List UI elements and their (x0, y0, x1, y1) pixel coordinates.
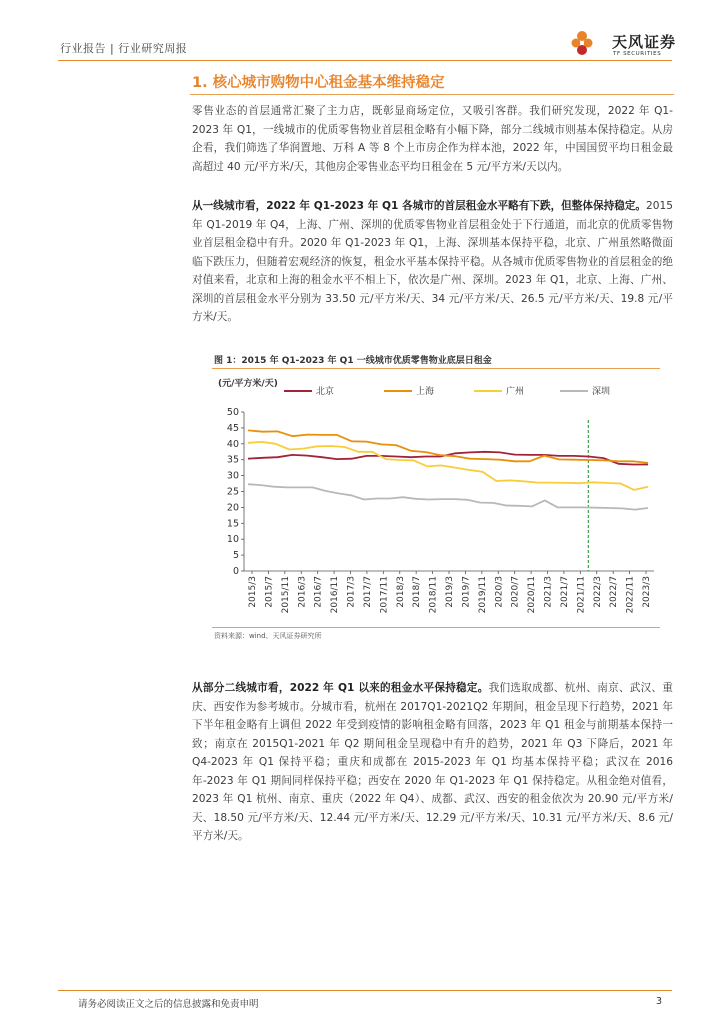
figure-top-rule (212, 368, 660, 369)
x-tick-label: 2022/3 (592, 576, 603, 608)
y-tick-label: 45 (226, 422, 239, 434)
flower-icon (572, 31, 593, 55)
chart-legend (284, 385, 610, 397)
paragraph-tier2 (192, 679, 673, 846)
x-tick-label: 2021/7 (559, 576, 570, 608)
x-tick-label: 2019/7 (461, 576, 472, 608)
paragraph-tier1-body: 2015 年 Q1-2019 年 Q4，上海、广州、深圳的优质零售物业首层租金处于下行通道，而北京的优质零售物业首层租金稳中有升。2020 年 Q1-2023 年 Q1，上海、深圳基本保持平稳，北京、广州虽然略微面临下跌压力，但随着宏观经济的恢复，租金水平基本保持平稳。从各城市优质零售物业的首层租金的绝对值来看，北京和上海的租金水平不相上下，依次是广州、深圳。2023 年 Q1，北京、上海、广州、深圳的首层租金水平分别为 33.50 元/平方米/天、34 元/平方米/天、26.5 元/平方米/天、19.8 元/平方米/天。 (192, 200, 673, 323)
x-tick-label: 2022/7 (609, 576, 620, 608)
x-tick-label: 2016/11 (330, 576, 341, 614)
figure-bottom-rule (212, 627, 660, 628)
x-tick-label: 2015/3 (248, 576, 258, 608)
x-tick-label: 2018/3 (395, 576, 406, 608)
rent-line-chart (212, 372, 662, 626)
x-tick-label: 2016/7 (313, 576, 324, 608)
x-tick-label: 2019/3 (445, 576, 455, 608)
legend-label-0: 北京 (316, 387, 335, 397)
logo-text-en: TF SECURITIES (613, 51, 662, 57)
paragraph-tier2-body: 我们选取成都、杭州、南京、武汉、重庆、西安作为参考城市。分城市看，杭州在 2017Q1-2021Q2 年期间，租金呈现下行趋势，2021 年下半年租金略有上调但 2022 年受到疫情的影响租金略有回落，2023 年 Q1 租金与前期基本保持一致；南京在 2015Q1-2021 年 Q2 期间租金呈现稳中有升的趋势，2021 年 Q3 下降后，2021 年 Q4-2023 年 Q1 保持平稳；重庆和成都在 2015-2023 年 Q1 均基本保持平稳；武汉在 2016 年-2023 年 Q1 期间同样保持平稳；西安在 2020 年 Q1-2023 年 Q1 保持稳定。从租金绝对值看，2023 年 Q1 杭州、南京、重庆（2022 年 Q4）、成都、武汉、西安的租金依次为 20.90 元/平方米/天、18.50 元/平方米/天、12.44 元/平方米/天、12.29 元/平方米/天、10.31 元/平方米/天、8.6 元/平方米/天。 (192, 682, 673, 842)
y-tick-label: 35 (226, 454, 239, 466)
legend-label-2: 广州 (506, 387, 525, 397)
x-tick-label: 2021/3 (543, 576, 554, 608)
figure-title: 图 1：2015 年 Q1-2023 年 Q1 一线城市优质零售物业底层日租金 (214, 356, 492, 366)
y-tick-label: 0 (232, 566, 239, 577)
x-tick-label: 2016/3 (297, 576, 308, 608)
legend-label-1: 上海 (416, 387, 435, 397)
section-title: 1. 核心城市购物中心租金基本维持稳定 (192, 75, 445, 91)
x-tick-label: 2015/11 (280, 576, 291, 614)
y-tick-label: 5 (232, 550, 239, 562)
title-divider (190, 94, 674, 95)
x-tick-label: 2021/11 (576, 576, 587, 614)
x-tick-label: 2020/11 (527, 576, 538, 614)
y-tick-label: 25 (226, 486, 239, 498)
y-tick-label: 30 (226, 470, 239, 482)
y-tick-label: 40 (226, 438, 239, 450)
x-tick-label: 2020/7 (510, 576, 521, 608)
figure-source: 资料来源：wind、天风证券研究所 (214, 632, 322, 640)
x-tick-label: 2023/3 (642, 576, 652, 608)
paragraph-tier1 (192, 197, 673, 327)
legend-label-3: 深圳 (592, 387, 611, 397)
page-number: 3 (656, 996, 663, 1007)
x-tick-label: 2022/11 (625, 576, 636, 614)
x-tick-label: 2018/7 (412, 576, 423, 608)
x-tick-label: 2020/3 (494, 576, 505, 608)
footer-disclaimer: 请务必阅读正文之后的信息披露和免责申明 (78, 999, 259, 1010)
paragraph-tier2-lead: 从部分二线城市看，2022 年 Q1 以来的租金水平保持稳定。 (192, 682, 489, 694)
x-tick-label: 2018/11 (428, 576, 439, 614)
footer-divider (58, 990, 672, 991)
paragraph-tier1-lead: 从一线城市看，2022 年 Q1-2023 年 Q1 各城市的首层租金水平略有下跌，但整体保持稳定。 (192, 200, 647, 212)
y-tick-label: 20 (226, 502, 239, 514)
report-type: 行业报告 | 行业研究周报 (60, 42, 188, 55)
x-tick-label: 2017/11 (379, 576, 390, 614)
y-tick-label: 50 (226, 407, 239, 418)
header-divider (58, 60, 672, 61)
paragraph-intro: 零售业态的首层通常汇聚了主力店，既彰显商场定位，又吸引客群。我们研究发现，2022 年 Q1-2023 年 Q1，一线城市的优质零售物业首层租金略有小幅下降，部分二线城市则基本保持稳定。从房企看，我们筛选了华润置地、万科 A 等 8 个上市房企作为样本池，2022 年，中国国贸平均日租金最高超过 40 元/平方米/天，其他房企零售业态平均日租金在 5 元/平方米/天以内。 (192, 105, 673, 173)
x-tick-label: 2015/7 (264, 576, 275, 608)
y-tick-label: 15 (226, 518, 239, 530)
x-tick-label: 2017/3 (346, 576, 357, 608)
y-tick-label: 10 (226, 534, 239, 546)
y-axis-label: (元/平方米/天) (218, 379, 278, 389)
y-axis (227, 407, 244, 577)
x-tick-label: 2017/7 (362, 576, 373, 608)
x-tick-label: 2019/11 (477, 576, 488, 614)
logo-text-cn: 天风证券 (612, 33, 677, 51)
